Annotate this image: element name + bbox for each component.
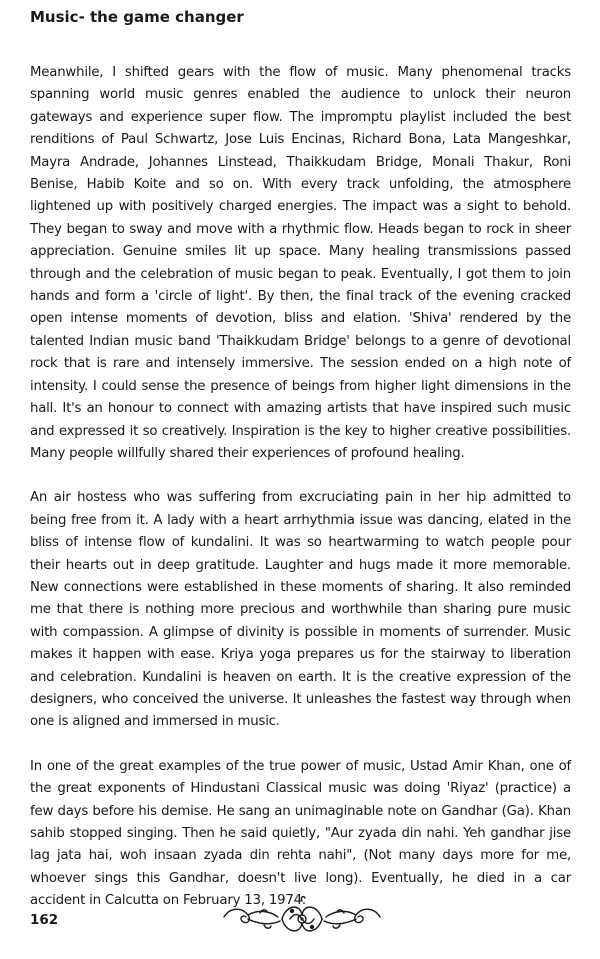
paragraph-2: An air hostess who was suffering from excruciating pain in her hip admitted to being free from it. A lady with a heart arrhythmia issue was dancing, elated in the bliss of intense flow of kundalini. It was so heartwarming to watch people pour their hearts out in deep gratitude. Laughter and hugs made it more memorable. New connections were established in these moments of sharing. It also reminded me that there is nothing more precious and worthwhile than sharing pure music with compassion. A glimpse of divinity is possible in moments of surrender. Music makes it happen with ease. Kriya yoga prepares us for the stairway to liberation and celebration. Kundalini is heaven on earth. It is the creative expression of the designers, who conceived the universe. It unleashes the fastest way through when one is aligned and immersed in music. [30, 490, 571, 730]
floral-flourish-icon [220, 895, 384, 941]
section-heading: Music- the game changer [30, 8, 244, 26]
paragraph-3: In one of the great examples of the true power of music, Ustad Amir Khan, one of the great exponents of Hindustani Classical music was doing 'Riyaz' (practice) a few days before his demise. He sang an unimaginable note on Gandhar (Ga). Khan sahib stopped singing. Then he said quietly, "Aur zyada din nahi. Yeh gandhar jise lag jata hai, woh insaan zyada din rehta nahi", (Not many days more for me, whoever sings this Gandhar, doesn't live long). Eventually, he died in a car accident in Calcutta on February 13, 1974. [30, 758, 571, 909]
body-text [30, 62, 571, 935]
paragraph-1: Meanwhile, I shifted gears with the flow of music. Many phenomenal tracks spanning world music genres enabled the audience to unlock their neuron gateways and experience super flow. The impromptu playlist included the best renditions of Paul Schwartz, Jose Luis Encinas, Richard Bona, Lata Mangeshkar, Mayra Andrade, Johannes Linstead, Thaikkudam Bridge, Monali Thakur, Roni Benise, Habib Koite and so on. With every track unfolding, the atmosphere lightened up with positively charged energies. The impact was a sight to behold. They began to sway and move with a rhythmic flow. Heads began to rock in sheer appreciation. Genuine smiles lit up space. Many healing transmissions passed through and the celebration of music began to peak. Eventually, I got them to join hands and form a 'circle of light'. By then, the final track of the evening cracked open intense moments of devotion, bliss and elation. 'Shiva' rendered by the talented Indian music band 'Thaikkudam Bridge' belongs to a genre of devotional rock that is rare and intensely immersive. The session ended on a high note of intensity. I could sense the presence of beings from higher light dimensions in the hall. It's an honour to connect with amazing artists that have inspired such music and expressed it so creatively. Inspiration is the key to higher creative possibilities. Many people willfully shared their experiences of profound healing. [30, 65, 571, 461]
page-number: 162 [30, 912, 59, 928]
